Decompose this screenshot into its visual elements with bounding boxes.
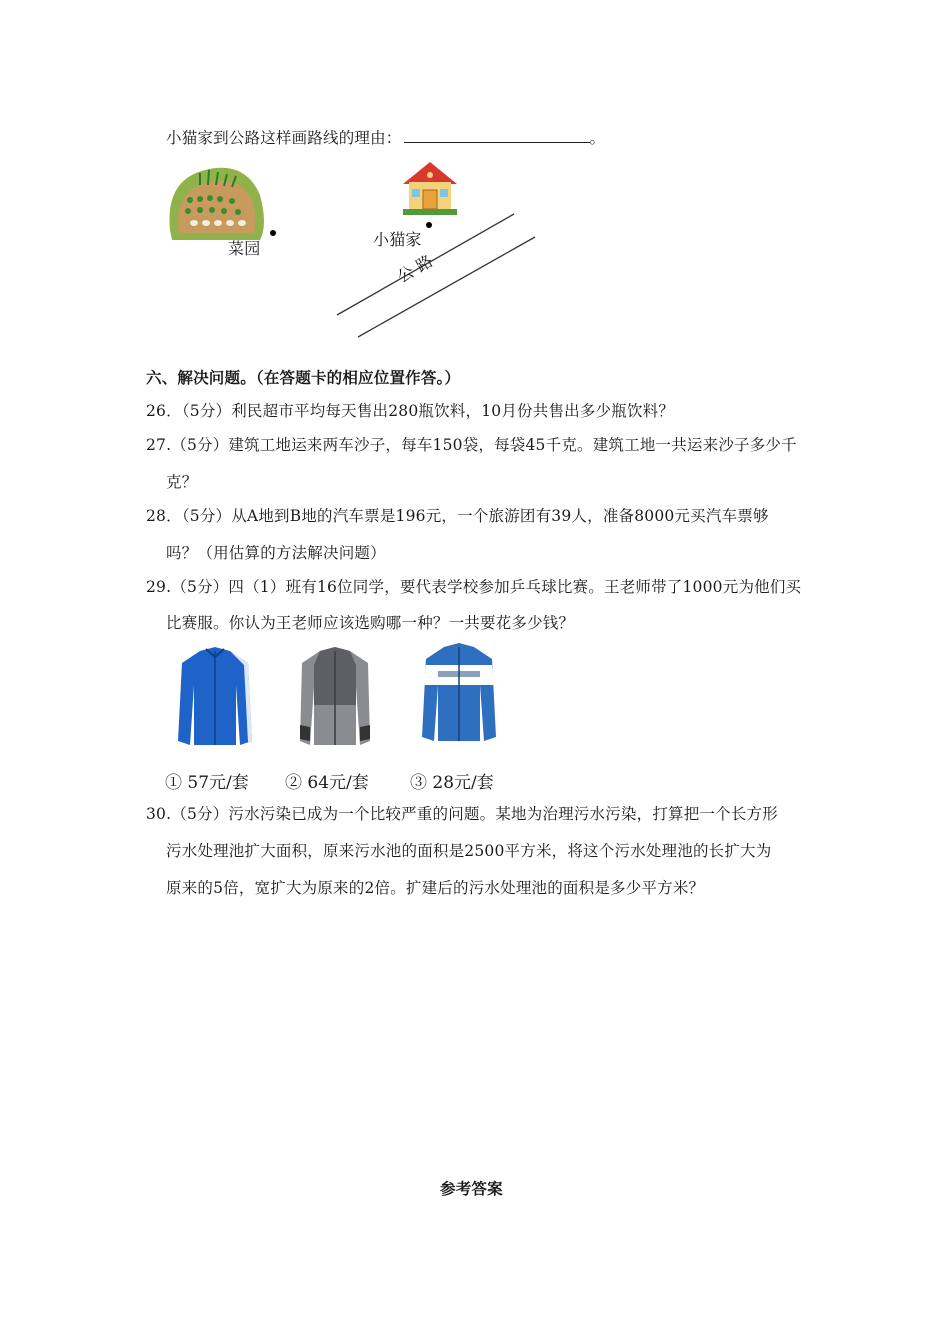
answer-blank[interactable] xyxy=(404,128,590,143)
question-27-line1: 27.（5分）建筑工地运来两车沙子，每车150袋，每袋45千克。建筑工地一共运来沙子多少千 xyxy=(146,436,797,454)
answers-title: 参考答案 xyxy=(440,1180,503,1198)
vegetable-garden-icon xyxy=(169,168,264,240)
reason-text: 小猫家到公路这样画路线的理由： xyxy=(166,129,402,147)
cat-home-point xyxy=(426,222,432,228)
jacket-1-icon xyxy=(170,645,260,751)
jacket-2-price: ② 64元/套 xyxy=(285,773,369,793)
jacket-2-icon xyxy=(290,645,380,751)
question-29-line1: 29.（5分）四（1）班有16位同学，要代表学校参加乒乓球比赛。王老师带了1000元为他们买 xyxy=(146,578,802,596)
garden-label: 菜园 xyxy=(228,239,261,258)
question-30-line3: 原来的5倍，宽扩大为原来的2倍。扩建后的污水处理池的面积是多少平方米？ xyxy=(166,879,705,897)
route-diagram xyxy=(160,155,550,350)
jacket-3-icon xyxy=(414,641,504,747)
section-title: 六、解决问题。（在答题卡的相应位置作答。） xyxy=(146,369,461,387)
cat-home-label: 小猫家 xyxy=(373,230,422,249)
question-27-line2: 克？ xyxy=(166,473,198,491)
jacket-1-price: ① 57元/套 xyxy=(165,773,249,793)
jacket-3-price: ③ 28元/套 xyxy=(410,773,494,793)
road-label: 公 路 xyxy=(394,251,437,287)
garden-point xyxy=(270,230,276,236)
question-28-line1: 28．（5分）从A地到B地的汽车票是196元，一个旅游团有39人，准备8000元买汽车票够 xyxy=(146,507,769,525)
house-icon xyxy=(403,162,457,215)
question-30-line2: 污水处理池扩大面积，原来污水池的面积是2500平方米，将这个污水处理池的长扩大为 xyxy=(166,842,772,860)
reason-end: 。 xyxy=(589,129,606,147)
question-30-line1: 30.（5分）污水污染已成为一个比较严重的问题。某地为治理污水污染，打算把一个长方形 xyxy=(146,805,778,823)
question-28-line2: 吗？（用估算的方法解决问题） xyxy=(166,544,386,562)
reason-prompt xyxy=(166,128,605,148)
question-29-line2: 比赛服。你认为王老师应该选购哪一种？一共要花多少钱？ xyxy=(166,614,575,632)
question-26: 26．（5分）利民超市平均每天售出280瓶饮料，10月份共售出多少瓶饮料？ xyxy=(146,402,675,420)
